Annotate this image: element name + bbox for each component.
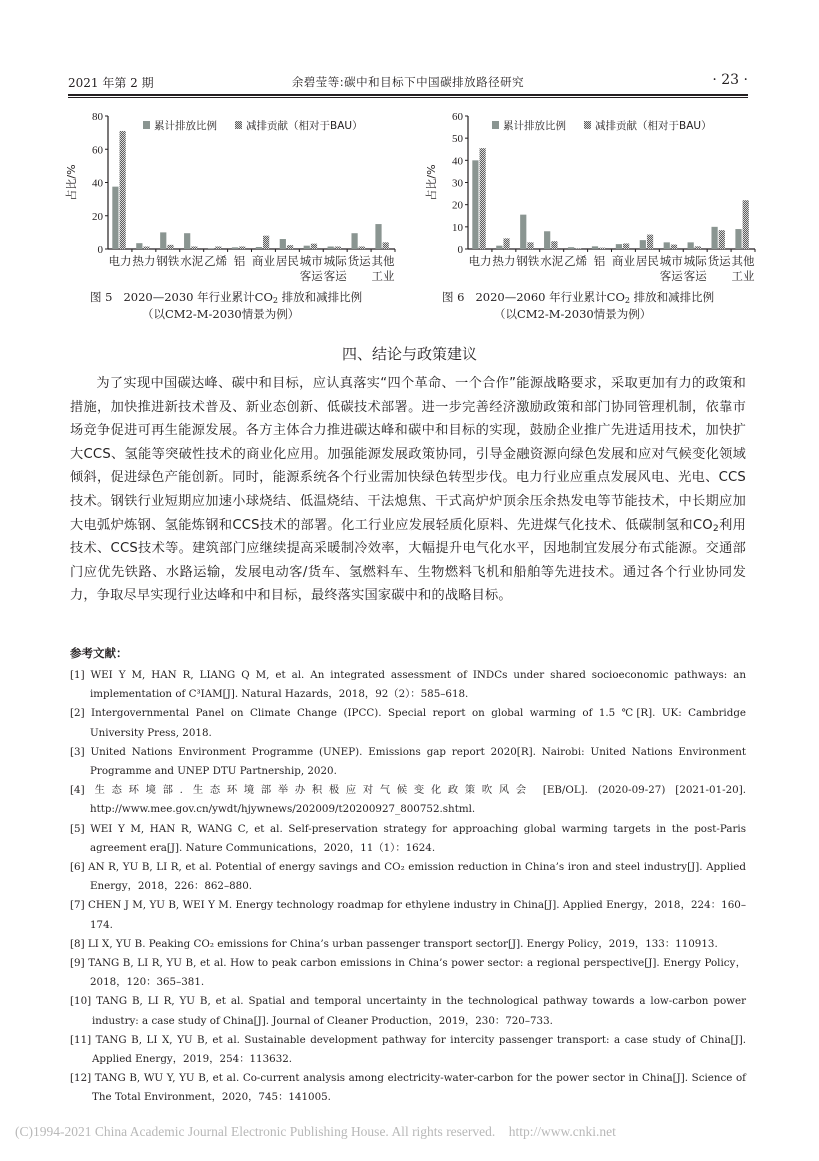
svg-text:减排贡献（相对于BAU）: 减排贡献（相对于BAU） xyxy=(246,120,363,132)
svg-text:50: 50 xyxy=(452,133,463,146)
svg-text:居民: 居民 xyxy=(275,254,299,268)
svg-text:客运: 客运 xyxy=(299,269,323,283)
svg-text:乙烯: 乙烯 xyxy=(564,254,588,268)
svg-text:20: 20 xyxy=(452,199,463,212)
svg-text:商业: 商业 xyxy=(611,254,635,268)
svg-text:客运: 客运 xyxy=(659,269,683,283)
svg-text:0: 0 xyxy=(97,244,103,256)
svg-text:80: 80 xyxy=(92,111,103,123)
figure-6-label: 图 6 xyxy=(442,290,465,304)
reference-item: [12] TANG B, WU Y, YU B, et al. Co-current analysis among electricity-water-carbon for the power sector in China[J]. Science of The Total Environment，2020，745：141005. xyxy=(70,1072,746,1104)
figure-6-chart xyxy=(420,105,765,287)
svg-text:水泥: 水泥 xyxy=(540,254,564,268)
figure-5-chart xyxy=(60,105,405,287)
svg-text:商业: 商业 xyxy=(251,254,275,268)
svg-text:城际: 城际 xyxy=(683,254,707,268)
svg-text:0: 0 xyxy=(457,244,463,256)
svg-text:钢铁: 钢铁 xyxy=(156,254,180,268)
reference-item: [10] TANG B, LI R, YU B, et al. Spatial and temporal uncertainty in the technological pathway towards a low-carbon power industry: a case study of China[J]. Journal of Cleaner Production，2019，230：720–733. xyxy=(70,995,746,1027)
conclusion-paragraph: 为了实现中国碳达峰、碳中和目标，应认真落实“四个革命、一个合作”能源战略要求，采取更加有力的政策和措施，加快推进新技术普及、新业态创新、低碳技术部署。进一步完善经济激励政策和部门协同管理机制，依靠市场竞争促进可再生能源发展。各方主体合力推进碳达峰和碳中和目标的实现，鼓励企业推广先进适用技术，加快扩大CCS、氢能等突破性技术的商业化应用。加强能源发展政策协同，引导金融资源向绿色发展和应对气候变化领域倾斜，促进绿色产能创新。同时，能源系统各个行业需加快绿色转型步伐。电力行业应重点发展风电、光电、CCS技术。钢铁行业短期应加速小球烧结、低温烧结、干法熄焦、干式高炉炉顶余压余热发电等节能技术，中长期应加大电弧炉炼钢、氢能炼钢和CCS技术的部署。化工行业应发展轻质化原料、先进煤气化技术、低碳制氢和$CO_2$利用技术、CCS技术等。建筑部门应继续提高采暖制冷效率，大幅提升电气化水平，因地制宜发展分布式能源。交通部门应优先铁路、水路运输，发展电动客/货车、氢燃料车、生物燃料飞机和船舶等先进技术。通过各个行业协同发力，争取尽早实现行业达峰和中和目标，最终落实国家碳中和的战略目标。 xyxy=(70,376,746,604)
svg-text:占比/%: 占比/% xyxy=(425,164,438,201)
reference-item: [5] WEI Y M, HAN R, WANG C, et al. Self-preservation strategy for approaching global warming targets in the post-Paris agreement era[J]. Nature Communications，2020，11（1）：1624. xyxy=(70,822,746,854)
svg-text:占比/%: 占比/% xyxy=(65,164,78,201)
svg-text:铝: 铝 xyxy=(593,254,606,268)
reference-item: [3] United Nations Environment Programme (UNEP). Emissions gap report 2020[R]. Nairobi: United Nations Environment Programme and UNEP DTU Partnership, 2020. xyxy=(70,745,746,778)
reference-item: [6] AN R, YU B, LI R, et al. Potential of energy savings and CO₂ emission reduction in China’s iron and steel industry[J]. Applied Energy，2018，226：862–880. xyxy=(70,861,746,893)
svg-text:其他: 其他 xyxy=(371,254,395,268)
svg-text:其他: 其他 xyxy=(731,254,755,268)
reference-item: [7] CHEN J M, YU B, WEI Y M. Energy technology roadmap for ethylene industry in China[J]. Applied Energy，2018，224：160–174. xyxy=(70,899,746,931)
header-rule-thick xyxy=(68,94,748,96)
reference-item: [11] TANG B, LI X, YU B, et al. Sustainable development pathway for intercity passenger transport: a case study of China[J]. Applied Energy，2019，254：113632. xyxy=(70,1033,746,1066)
figure-5-label: 图 5 xyxy=(90,290,113,304)
svg-text:60: 60 xyxy=(92,144,103,157)
svg-text:工业: 工业 xyxy=(731,269,755,283)
svg-text:40: 40 xyxy=(452,155,463,168)
svg-text:电力: 电力 xyxy=(468,254,492,268)
references-heading: 参考文献： xyxy=(70,646,128,660)
svg-text:40: 40 xyxy=(92,177,103,190)
svg-text:20: 20 xyxy=(92,210,103,223)
svg-text:10: 10 xyxy=(452,221,463,234)
reference-item: [1] WEI Y M, HAN R, LIANG Q M, et al. An integrated assessment of INDCs under shared socioeconomic pathways: an implementation of C³IAM[J]. Natural Hazards，2018，92（2）：585–618. xyxy=(70,669,746,701)
svg-text:热力: 热力 xyxy=(492,254,516,268)
copyright-footer: (C)1994-2021 China Academic Journal Electronic Publishing House. All rights reserved. http://www.cnki.net xyxy=(15,1124,616,1139)
svg-text:累计排放比例: 累计排放比例 xyxy=(154,120,217,132)
svg-text:城市: 城市 xyxy=(659,254,683,268)
running-title: 余碧莹等:碳中和目标下中国碳排放路径研究 xyxy=(291,75,525,89)
svg-text:累计排放比例: 累计排放比例 xyxy=(503,120,566,132)
svg-text:热力: 热力 xyxy=(132,254,156,268)
svg-text:水泥: 水泥 xyxy=(180,254,204,268)
figure-6-caption-scenario: （以CM2-M-2030情景为例） xyxy=(494,307,652,321)
svg-text:城市: 城市 xyxy=(299,254,323,268)
svg-text:客运: 客运 xyxy=(323,269,347,283)
figure-6-caption: 图 6 2020—2060 年行业累计$CO_2$ 排放和减排比例 （以CM2-M-2030情景为例） xyxy=(442,290,715,321)
svg-text:城际: 城际 xyxy=(323,254,347,268)
svg-text:货运: 货运 xyxy=(347,254,371,268)
svg-text:货运: 货运 xyxy=(707,254,731,268)
svg-text:钢铁: 钢铁 xyxy=(516,254,540,268)
header-rule-thin xyxy=(68,97,748,98)
section-heading: 四、结论与政策建议 xyxy=(341,345,477,363)
reference-item: [4] 生态环境部. 生态环境部举办积极应对气候变化政策吹风会 [EB/OL]. (2020-09-27) [2021-01-20]. http://www.mee.gov.cn/ywdt/hjywnews/202009/t20200927_800752.shtml. xyxy=(70,784,746,816)
svg-text:30: 30 xyxy=(452,177,463,190)
svg-text:乙烯: 乙烯 xyxy=(204,254,228,268)
svg-text:居民: 居民 xyxy=(635,254,659,268)
svg-text:60: 60 xyxy=(452,111,463,123)
issue-label: 2021 年第 2 期 xyxy=(68,76,154,90)
reference-item: [8] LI X, YU B. Peaking CO₂ emissions for China’s urban passenger transport sector[J]. Energy Policy，2019，133：110913. xyxy=(70,937,718,950)
reference-list xyxy=(70,666,746,1108)
figure-5-caption-scenario: （以CM2-M-2030情景为例） xyxy=(142,307,300,321)
svg-text:工业: 工业 xyxy=(371,269,395,283)
running-header xyxy=(68,74,748,92)
svg-text:电力: 电力 xyxy=(108,254,132,268)
page-number: · 23 · xyxy=(712,72,748,88)
reference-item: [9] TANG B, LI R, YU B, et al. How to peak carbon emissions in China’s power sector: a regional perspective[J]. Energy Policy，2018，120：365–381. xyxy=(70,957,746,989)
reference-item: [2] Intergovernmental Panel on Climate Change (IPCC). Special report on global warming of 1.5 ℃[R]. UK: Cambridge University Press, 2018. xyxy=(70,707,746,739)
svg-text:铝: 铝 xyxy=(233,254,246,268)
svg-text:客运: 客运 xyxy=(683,269,707,283)
svg-text:减排贡献（相对于BAU）: 减排贡献（相对于BAU） xyxy=(595,120,712,132)
figure-5-caption: 图 5 2020—2030 年行业累计$CO_2$ 排放和减排比例 （以CM2-M-2030情景为例） xyxy=(90,290,363,321)
